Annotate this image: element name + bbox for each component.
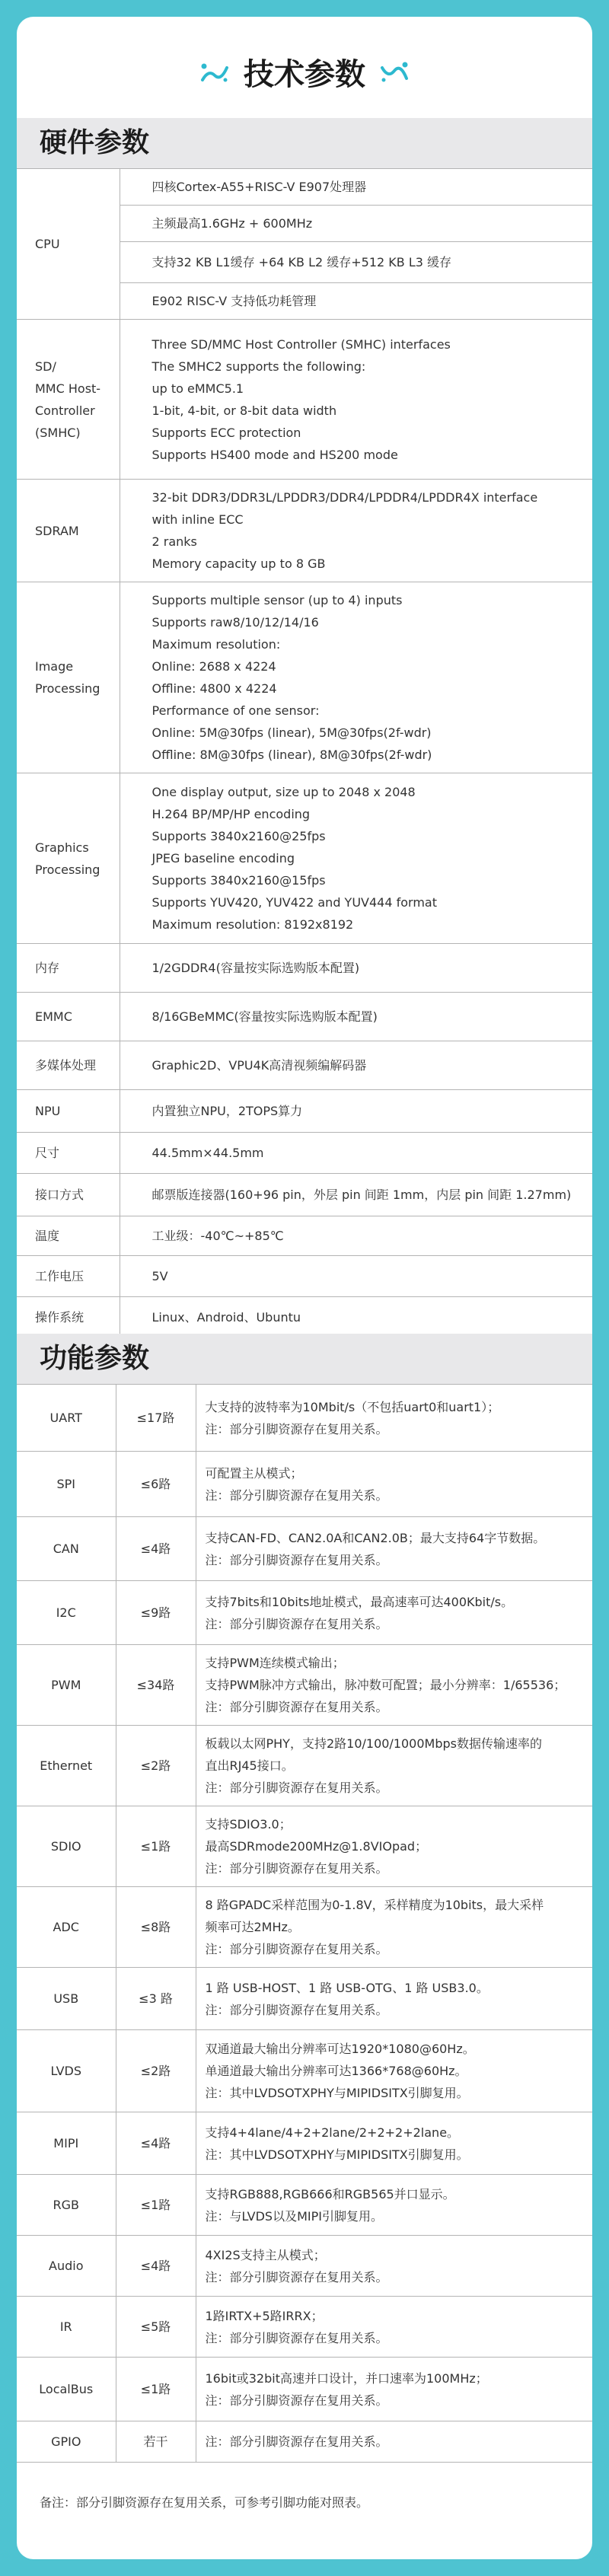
function-name: I2C xyxy=(17,1581,116,1645)
function-name: MIPI xyxy=(17,2112,116,2175)
function-description xyxy=(196,1517,592,1581)
table-row xyxy=(17,2236,592,2297)
function-count: ≤1路 xyxy=(116,2175,196,2236)
table-row xyxy=(17,944,592,993)
function-description xyxy=(196,2112,592,2175)
function-description-line: 1路IRTX+5路IRRX； xyxy=(205,2308,324,2323)
function-name: CAN xyxy=(17,1517,116,1581)
function-description-line: 支持4+4lane/4+2+2lane/2+2+2+2lane。 xyxy=(205,2125,460,2140)
page-title xyxy=(17,50,592,94)
function-description-line: 注：部分引脚资源存在复用关系。 xyxy=(205,1421,388,1436)
function-description-line: 注：部分引脚资源存在复用关系。 xyxy=(205,1942,388,1956)
function-description-line: 频率可达2MHz。 xyxy=(205,1920,300,1934)
function-description-line: 注：部分引脚资源存在复用关系。 xyxy=(205,2002,388,2017)
function-count: ≤4路 xyxy=(116,1517,196,1581)
function-description-line: 板载以太网PHY，支持2路10/100/1000Mbps数据传输速率的 xyxy=(205,1736,542,1751)
os-label: 操作系统 xyxy=(17,1297,120,1338)
function-description xyxy=(196,2030,592,2112)
cpu-value: 主频最高1.6GHz + 600MHz xyxy=(120,206,592,242)
smhc-value: Three SD/MMC Host Controller (SMHC) interfaces The SMHC2 supports the following: up to eMMC5.1 1-bit, 4-bit, or 8-bit data width Supports ECC protection Supports HS400 mode and HS200 mode xyxy=(120,320,592,480)
table-row xyxy=(17,1041,592,1090)
function-description xyxy=(196,1581,592,1645)
interface-label: 接口方式 xyxy=(17,1174,120,1216)
table-row xyxy=(17,320,592,480)
temperature-label: 温度 xyxy=(17,1216,120,1256)
decorative-sparkle-icon-left xyxy=(199,59,230,86)
function-description xyxy=(196,1887,592,1968)
interface-value: 邮票版连接器(160+96 pin，外层 pin 间距 1mm，内层 pin 间距 1.27mm) xyxy=(120,1174,592,1216)
function-description-line: 注：部分引脚资源存在复用关系。 xyxy=(205,2393,388,2408)
function-count: ≤5路 xyxy=(116,2297,196,2358)
table-row xyxy=(17,2175,592,2236)
function-description-line: 注：部分引脚资源存在复用关系。 xyxy=(205,1781,388,1795)
table-row xyxy=(17,1216,592,1256)
function-description-line: 注：部分引脚资源存在复用关系。 xyxy=(205,1487,388,1503)
function-description-line: 支持7bits和10bits地址模式，最高速率可达400Kbit/s。 xyxy=(205,1594,514,1609)
function-description xyxy=(196,1452,592,1517)
function-description xyxy=(196,2297,592,2358)
function-description-line: 注：部分引脚资源存在复用关系。 xyxy=(205,2434,388,2449)
function-name: PWM xyxy=(17,1645,116,1726)
function-description-line: 注：部分引脚资源存在复用关系。 xyxy=(205,1616,388,1631)
table-row xyxy=(17,993,592,1041)
function-description-line: 可配置主从模式； xyxy=(205,1465,303,1481)
function-description-line: 支持CAN-FD、CAN2.0A和CAN2.0B；最大支持64字节数据。 xyxy=(205,1530,546,1545)
function-description xyxy=(196,2358,592,2421)
function-count: ≤17路 xyxy=(116,1385,196,1452)
graphics-processing-label: Graphics Processing xyxy=(17,773,120,944)
function-count: ≤4路 xyxy=(116,2112,196,2175)
table-row xyxy=(17,1174,592,1216)
hardware-section-heading: 硬件参数 xyxy=(17,118,592,168)
function-description-line: 注：部分引脚资源存在复用关系。 xyxy=(205,2330,388,2345)
functions-section-heading: 功能参数 xyxy=(17,1334,592,1384)
function-count: ≤3 路 xyxy=(116,1968,196,2030)
function-name: ADC xyxy=(17,1887,116,1968)
remark-note: 备注：部分引脚资源存在复用关系，可参考引脚功能对照表。 xyxy=(40,2495,369,2510)
function-name: USB xyxy=(17,1968,116,2030)
function-count: ≤9路 xyxy=(116,1581,196,1645)
function-count: ≤1路 xyxy=(116,1806,196,1887)
functions-spec-table xyxy=(17,1384,592,2463)
function-name: IR xyxy=(17,2297,116,2358)
function-description-line: 支持PWM脉冲方式输出，脉冲数可配置；最小分辨率：1/65536； xyxy=(205,1678,566,1692)
npu-value: 内置独立NPU，2TOPS算力 xyxy=(120,1090,592,1133)
function-description xyxy=(196,1968,592,2030)
function-count: ≤1路 xyxy=(116,2358,196,2421)
function-name: SPI xyxy=(17,1452,116,1517)
function-count: ≤2路 xyxy=(116,2030,196,2112)
function-description-line: 8 路GPADC采样范围为0-1.8V，采样精度为10bits，最大采样 xyxy=(205,1898,544,1912)
table-row xyxy=(17,1297,592,1338)
npu-label: NPU xyxy=(17,1090,120,1133)
table-row xyxy=(17,2421,592,2463)
function-count: 若干 xyxy=(116,2421,196,2463)
function-name: Audio xyxy=(17,2236,116,2297)
table-row xyxy=(17,480,592,582)
table-row xyxy=(17,2358,592,2421)
cpu-label: CPU xyxy=(17,169,120,320)
function-description-line: 4XI2S支持主从模式； xyxy=(205,2247,326,2262)
sdram-label: SDRAM xyxy=(17,480,120,582)
function-name: LocalBus xyxy=(17,2358,116,2421)
function-description-line: 注：与LVDS以及MIPI引脚复用。 xyxy=(205,2208,383,2224)
table-row xyxy=(17,1256,592,1297)
function-description xyxy=(196,2175,592,2236)
function-description xyxy=(196,2421,592,2463)
function-description-line: 注：部分引脚资源存在复用关系。 xyxy=(205,1552,388,1567)
function-description-line: 最高SDRmode200MHz@1.8VIOpad； xyxy=(205,1839,428,1854)
function-description xyxy=(196,1645,592,1726)
function-description-line: 大支持的波特率为10Mbit/s（不包括uart0和uart1）； xyxy=(205,1399,500,1414)
function-description-line: 16bit或32bit高速并口设计，并口速率为100MHz； xyxy=(205,2370,488,2386)
table-row xyxy=(17,1581,592,1645)
emmc-value: 8/16GBeMMC(容量按实际选购版本配置) xyxy=(120,993,592,1041)
function-count: ≤4路 xyxy=(116,2236,196,2297)
function-name: SDIO xyxy=(17,1806,116,1887)
function-description-line: 支持PWM连续模式输出； xyxy=(205,1656,345,1670)
function-description-line: 单通道最大输出分辨率可达1366*768@60Hz。 xyxy=(205,2064,467,2078)
function-count: ≤6路 xyxy=(116,1452,196,1517)
table-row xyxy=(17,1133,592,1174)
voltage-value: 5V xyxy=(120,1256,592,1297)
multimedia-label: 多媒体处理 xyxy=(17,1041,120,1090)
image-processing-value: Supports multiple sensor (up to 4) inputs Supports raw8/10/12/14/16 Maximum resolution: Online: 2688 x 4224 Offline: 4800 x 4224 Performance of one sensor: Online: 5M@30fps (linear), 5M@30fps(2f-wdr) Offline: 8M@30fps (linear), 8M@30fps(2f-wdr) xyxy=(120,582,592,773)
memory-label: 内存 xyxy=(17,944,120,993)
temperature-value: 工业级：-40℃~+85℃ xyxy=(120,1216,592,1256)
multimedia-value: Graphic2D、VPU4K高清视频编解码器 xyxy=(120,1041,592,1090)
function-count: ≤8路 xyxy=(116,1887,196,1968)
function-name: GPIO xyxy=(17,2421,116,2463)
smhc-label: SD/ MMC Host- Controller (SMHC) xyxy=(17,320,120,480)
function-name: UART xyxy=(17,1385,116,1452)
function-description-line: 支持RGB888,RGB666和RGB565并口显示。 xyxy=(205,2186,455,2201)
function-description-line: 双通道最大输出分辨率可达1920*1080@60Hz。 xyxy=(205,2042,475,2056)
function-description-line: 注：其中LVDSOTXPHY与MIPIDSITX引脚复用。 xyxy=(205,2147,469,2162)
function-description-line: 直出RJ45接口。 xyxy=(205,1758,294,1773)
size-label: 尺寸 xyxy=(17,1133,120,1174)
function-name: Ethernet xyxy=(17,1726,116,1806)
function-description-line: 注：部分引脚资源存在复用关系。 xyxy=(205,1700,388,1714)
function-description-line: 注：其中LVDSOTXPHY与MIPIDSITX引脚复用。 xyxy=(205,2086,469,2100)
table-row xyxy=(17,582,592,773)
image-processing-label: Image Processing xyxy=(17,582,120,773)
table-row xyxy=(17,1645,592,1726)
table-row xyxy=(17,1806,592,1887)
function-name: LVDS xyxy=(17,2030,116,2112)
table-row xyxy=(17,1517,592,1581)
table-row xyxy=(17,1887,592,1968)
table-row xyxy=(17,2297,592,2358)
function-description xyxy=(196,1385,592,1452)
graphics-processing-value: One display output, size up to 2048 x 2048 H.264 BP/MP/HP encoding Supports 3840x2160@25fps JPEG baseline encoding Supports 3840x2160@15fps Supports YUV420, YUV422 and YUV444 format Maximum resolution: 8192x8192 xyxy=(120,773,592,944)
sdram-value: 32-bit DDR3/DDR3L/LPDDR3/DDR4/LPDDR4/LPDDR4X interface with inline ECC 2 ranks Memory capacity up to 8 GB xyxy=(120,480,592,582)
table-row xyxy=(17,1968,592,2030)
table-row xyxy=(17,2030,592,2112)
function-name: RGB xyxy=(17,2175,116,2236)
function-description-line: 注：部分引脚资源存在复用关系。 xyxy=(205,2269,388,2284)
memory-value: 1/2GDDR4(容量按实际选购版本配置) xyxy=(120,944,592,993)
table-row xyxy=(17,1090,592,1133)
function-description xyxy=(196,2236,592,2297)
table-row xyxy=(17,1452,592,1517)
cpu-value: 四核Cortex-A55+RISC-V E907处理器 xyxy=(120,169,592,206)
hardware-spec-table xyxy=(17,168,592,1338)
table-row xyxy=(17,1385,592,1452)
function-count: ≤34路 xyxy=(116,1645,196,1726)
emmc-label: EMMC xyxy=(17,993,120,1041)
function-description xyxy=(196,1806,592,1887)
voltage-label: 工作电压 xyxy=(17,1256,120,1297)
os-value: Linux、Android、Ubuntu xyxy=(120,1297,592,1338)
table-row xyxy=(17,169,592,206)
cpu-value: 支持32 KB L1缓存 +64 KB L2 缓存+512 KB L3 缓存 xyxy=(120,242,592,283)
table-row xyxy=(17,2112,592,2175)
function-description xyxy=(196,1726,592,1806)
size-value: 44.5mm×44.5mm xyxy=(120,1133,592,1174)
function-description-line: 注：部分引脚资源存在复用关系。 xyxy=(205,1861,388,1876)
function-description-line: 支持SDIO3.0； xyxy=(205,1817,292,1832)
table-row xyxy=(17,1726,592,1806)
title-text: 技术参数 xyxy=(244,57,365,92)
function-count: ≤2路 xyxy=(116,1726,196,1806)
cpu-value: E902 RISC-V 支持低功耗管理 xyxy=(120,283,592,320)
function-description-line: 1 路 USB-HOST、1 路 USB-OTG、1 路 USB3.0。 xyxy=(205,1980,489,1995)
spec-card xyxy=(17,17,592,2559)
table-row xyxy=(17,773,592,944)
decorative-sparkle-icon-right xyxy=(379,59,410,86)
